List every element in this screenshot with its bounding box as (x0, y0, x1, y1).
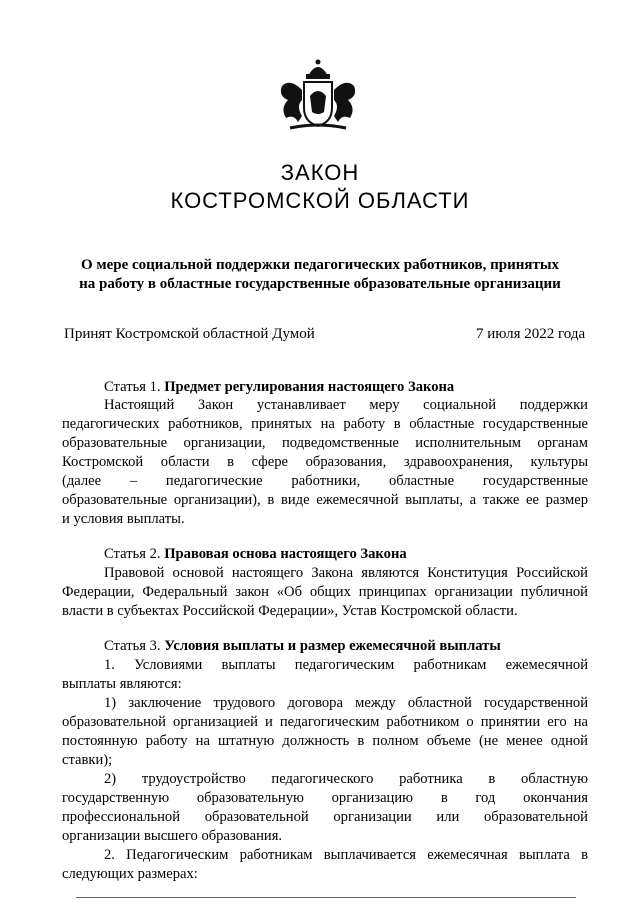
article3-prefix: Статья 3. (104, 638, 161, 654)
article2-title: Правовая основа настоящего Закона (164, 546, 407, 562)
paragraph-line: Костромской области в сфере образования, здравоохранения, культуры (62, 454, 588, 470)
paragraph-line: Федерации, Федеральный закон «Об общих принципах организации публичной (62, 584, 588, 600)
paragraph-line: 1. Условиями выплаты педагогическим работникам ежемесячной (104, 657, 588, 673)
adopted-by: Принят Костромской областной Думой (64, 326, 315, 342)
coat-of-arms-emblem (268, 56, 368, 136)
adopted-date: 7 июля 2022 года (476, 326, 586, 342)
article3-heading (104, 637, 588, 656)
article2-heading (104, 545, 588, 564)
paragraph-line: и условия выплаты. (62, 511, 185, 527)
paragraph-line: постоянную работу на штатную должность в полном объеме (не менее одной (62, 733, 588, 749)
paragraph-line: выплаты являются: (62, 676, 182, 692)
paragraph-line: образовательные организации, подведомственные исполнительным органам (62, 435, 588, 451)
paragraph-line: образовательные организации), в виде ежемесячной выплаты, а также ее размер (62, 492, 588, 508)
paragraph-line: следующих размерах: (62, 866, 198, 882)
paragraph-line: Настоящий Закон устанавливает меру социальной поддержки (104, 397, 588, 413)
article1-heading (104, 378, 588, 397)
article1-prefix: Статья 1. (104, 379, 161, 395)
paragraph-line: 2. Педагогическим работникам выплачивается ежемесячная выплата в (104, 847, 588, 863)
paragraph-line: ставки); (62, 752, 113, 768)
page-bottom-rule (76, 897, 576, 898)
paragraph-line: образовательной организацией и педагогическим работником о принятии его на (62, 714, 588, 730)
paragraph-line: власти в субъектах Российской Федерации», Устав Костромской области. (62, 603, 518, 619)
paragraph-line: профессиональной образовательной организации или образовательной (62, 809, 588, 825)
paragraph-line: (далее – педагогические работники, областные государственные (62, 473, 588, 489)
document-title-line2: КОСТРОМСКОЙ ОБЛАСТИ (170, 188, 470, 213)
paragraph-line: государственную образовательную организацию в год окончания (62, 790, 588, 806)
paragraph-line: 1) заключение трудового договора между областной государственной (104, 695, 588, 711)
paragraph-line: Правовой основой настоящего Закона являются Конституция Российской (104, 565, 588, 581)
paragraph-line: 2) трудоустройство педагогического работника в областную (104, 771, 588, 787)
article3-title: Условия выплаты и размер ежемесячной выплаты (164, 638, 501, 654)
law-heading-line2: на работу в областные государственные образовательные организации (79, 276, 561, 292)
article1-title: Предмет регулирования настоящего Закона (164, 379, 455, 395)
article2-prefix: Статья 2. (104, 546, 161, 562)
law-heading-line1: О мере социальной поддержки педагогических работников, принятых (80, 257, 560, 273)
paragraph-line: организации высшего образования. (62, 828, 283, 844)
document-title-line1: ЗАКОН (280, 160, 360, 185)
paragraph-line: педагогических работников, принятых на работу в областные государственные (62, 416, 588, 432)
